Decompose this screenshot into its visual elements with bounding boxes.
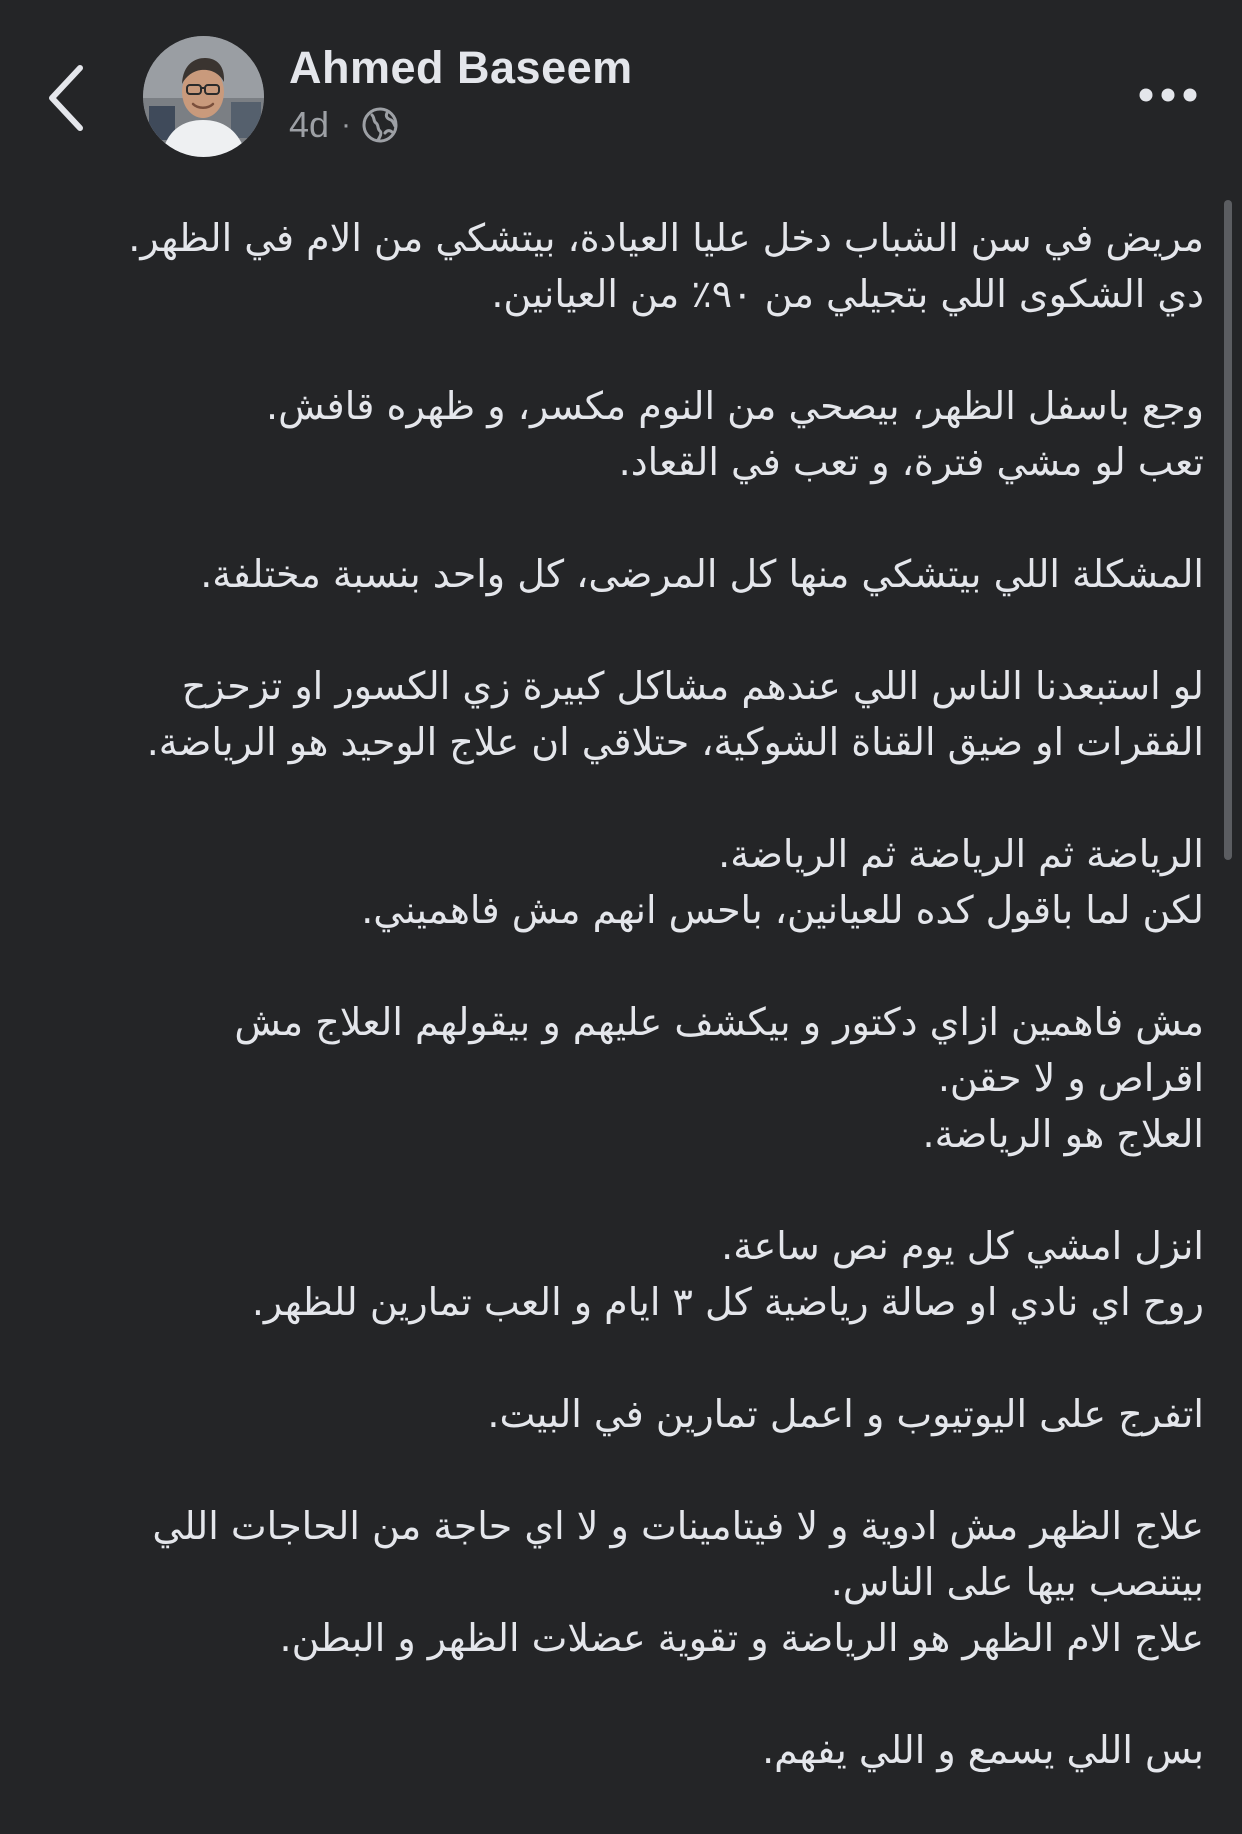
post-text-line: دي الشكوى اللي بتجيلي من ٩٠٪ من العيانين.	[491, 272, 1204, 316]
back-button[interactable]	[40, 58, 100, 138]
post-text-line: لو استبعدنا الناس اللي عندهم مشاكل كبيرة زي الكسور او تزحزح	[181, 664, 1204, 708]
more-options-button[interactable]	[1136, 70, 1200, 120]
post-text-line: انزل امشي كل يوم نص ساعة.	[721, 1224, 1204, 1268]
post-text-line: اتفرج على اليوتيوب و اعمل تمارين في البيت.	[487, 1392, 1204, 1436]
post-timestamp[interactable]: 4d	[289, 104, 330, 145]
avatar[interactable]	[143, 36, 264, 157]
post-paragraph	[40, 378, 1204, 490]
post-paragraph	[40, 546, 1204, 602]
post-text-line: روح اي نادي او صالة رياضية كل ٣ ايام و العب تمارين للظهر.	[251, 1280, 1204, 1324]
post-paragraph	[40, 1218, 1204, 1330]
meta-separator: ·	[341, 108, 352, 141]
post-paragraph	[40, 826, 1204, 938]
post-paragraph	[40, 1386, 1204, 1442]
post-meta	[289, 100, 399, 150]
post-text-line: تعب لو مشي فترة، و تعب في القعاد.	[618, 440, 1204, 484]
post-header	[0, 0, 1242, 190]
post-text-line: بيتنصب بيها على الناس.	[830, 1560, 1204, 1604]
post-text-line: الفقرات او ضيق القناة الشوكية، حتلاقي ان علاج الوحيد هو الرياضة.	[146, 720, 1204, 764]
profile-photo	[143, 36, 264, 157]
author-name[interactable]: Ahmed Baseem	[289, 42, 633, 93]
post-text-line: الرياضة ثم الرياضة ثم الرياضة.	[718, 832, 1204, 876]
post-text-line: علاج الظهر مش ادوية و لا فيتامينات و لا اي حاجة من الحاجات اللي	[152, 1504, 1204, 1548]
post-paragraph	[40, 210, 1204, 322]
post-paragraph	[40, 1498, 1204, 1666]
post-body	[40, 210, 1204, 1834]
post-text-line: علاج الام الظهر هو الرياضة و تقوية عضلات الظهر و البطن.	[279, 1616, 1204, 1660]
post-text-line: مش فاهمين ازاي دكتور و بيكشف عليهم و بيقولهم العلاج مش	[234, 1000, 1204, 1044]
post-paragraph	[40, 994, 1204, 1162]
scrollbar[interactable]	[1224, 200, 1232, 860]
post-text-line: لكن لما باقول كده للعيانين، باحس انهم مش فاهميني.	[361, 888, 1204, 932]
post-text-line: وجع باسفل الظهر، بيصحي من النوم مكسر، و ظهره قافش.	[266, 384, 1204, 428]
post-text-line: العلاج هو الرياضة.	[922, 1112, 1204, 1156]
post-text-line: بس اللي يسمع و اللي يفهم.	[762, 1728, 1204, 1772]
post-paragraph	[40, 1722, 1204, 1778]
post-text-line: اقراص و لا حقن.	[937, 1056, 1204, 1100]
post-paragraph	[40, 658, 1204, 770]
chevron-left-icon	[40, 58, 100, 138]
globe-icon[interactable]	[361, 106, 399, 144]
post-text-line: مريض في سن الشباب دخل عليا العيادة، بيتشكي من الام في الظهر.	[128, 216, 1204, 260]
more-horizontal-icon	[1136, 70, 1200, 120]
post-text-line: المشكلة اللي بيتشكي منها كل المرضى، كل واحد بنسبة مختلفة.	[200, 552, 1204, 596]
